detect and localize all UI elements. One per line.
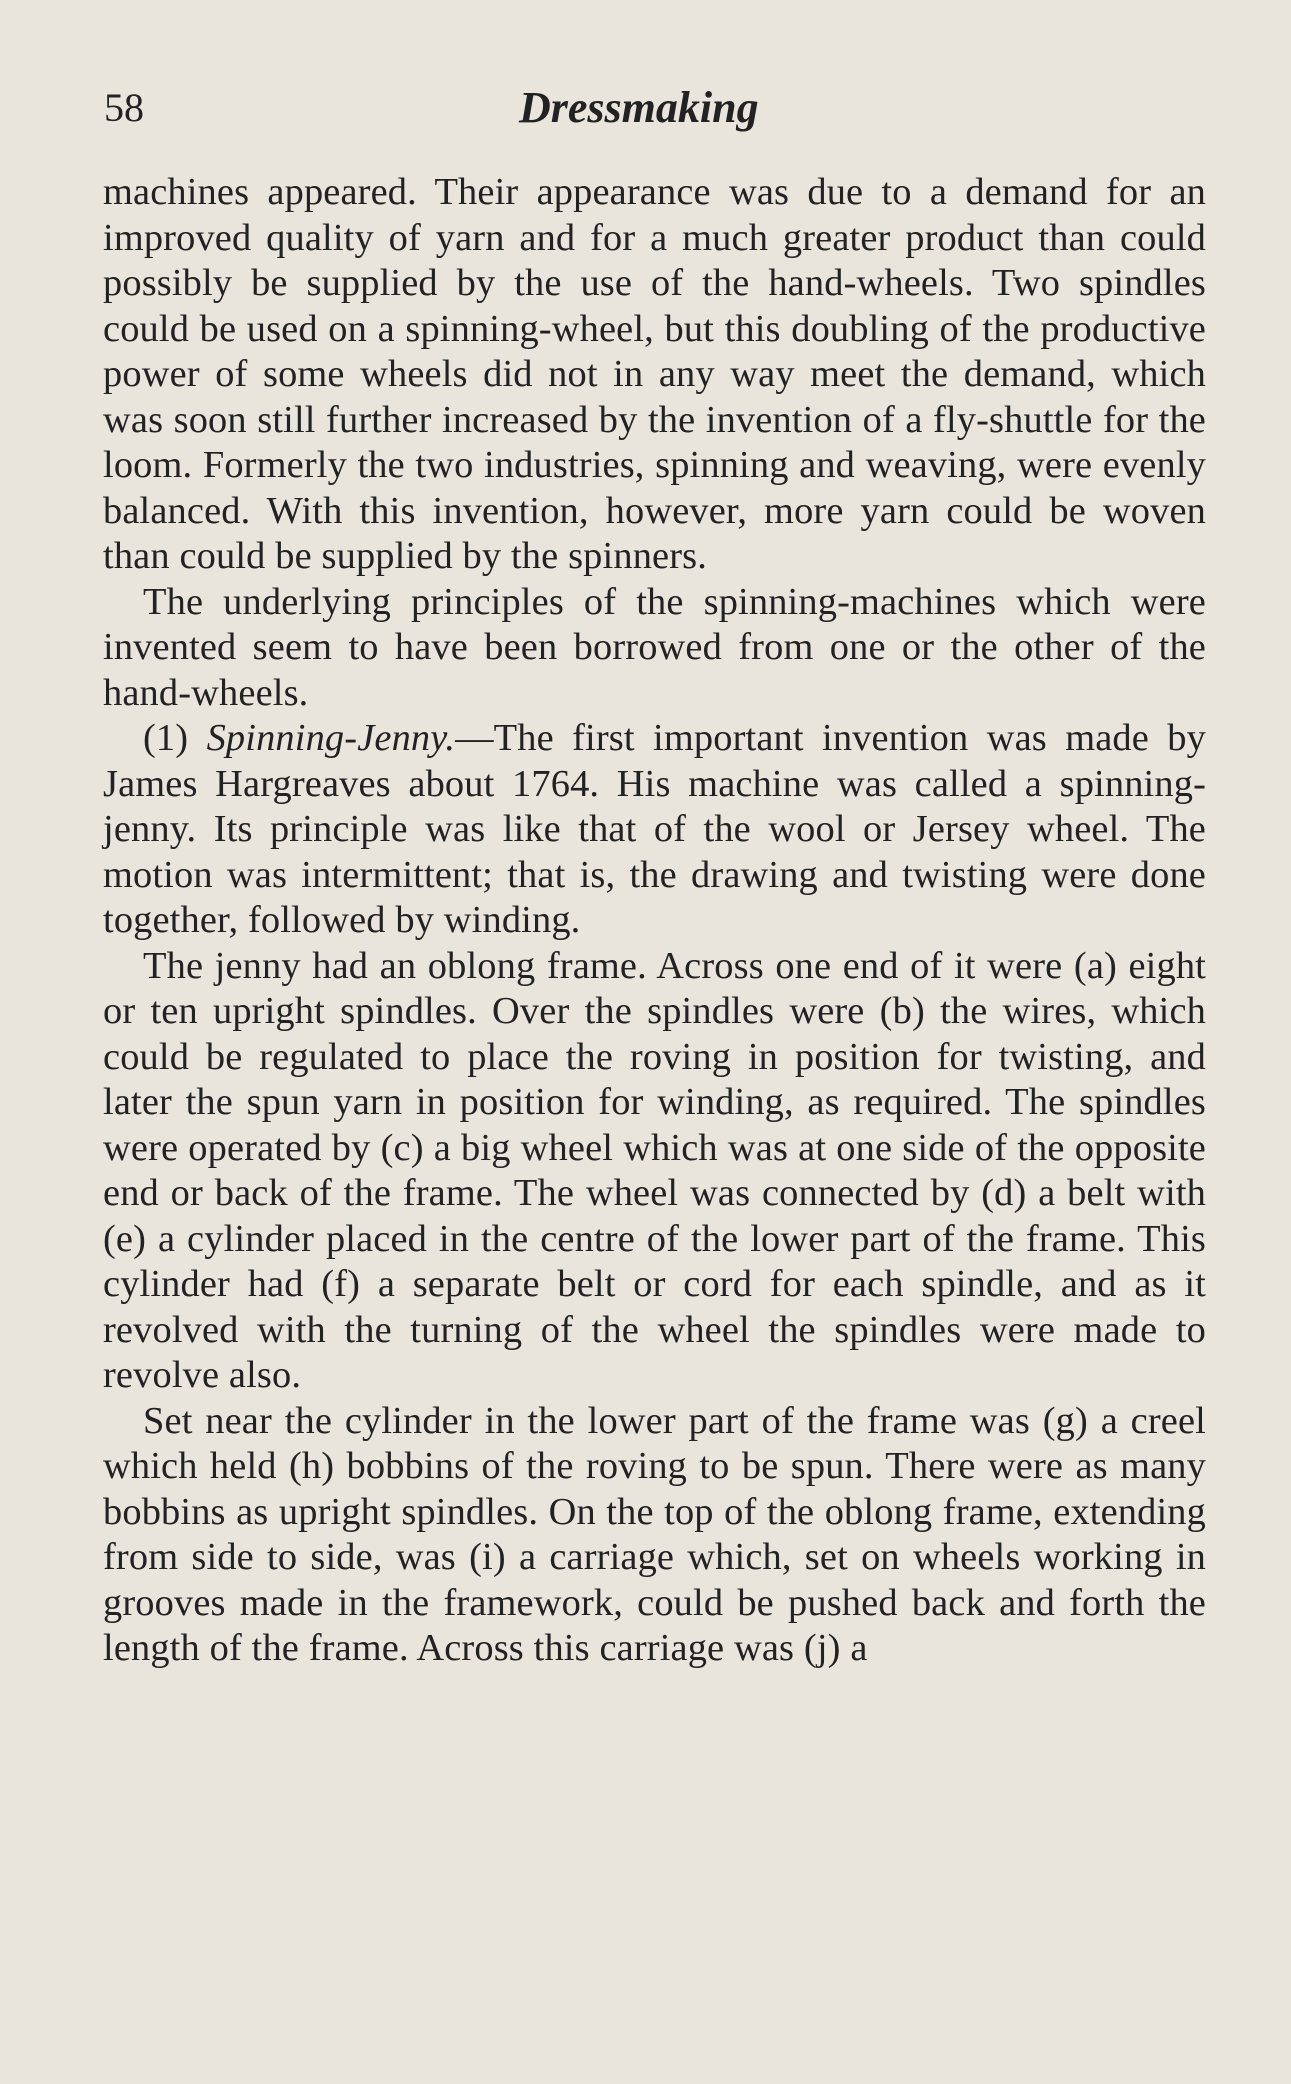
running-title: Dressmaking [519, 83, 759, 132]
body-text [103, 170, 1206, 1672]
paragraph-2-text: The underlying principles of the spinning-machines which were invented seem to have been borrowed from one or the other of the hand-wheels. [103, 580, 1206, 714]
paragraph-5 [103, 1399, 1206, 1672]
paragraph-3 [103, 716, 1206, 944]
paragraph-1-text: machines appeared. Their appearance was due to a demand for an improved quality of yarn and for a much greater product than could possibly be supplied by the use of the hand-wheels. Two spindles could be used on a spinning-wheel, but this doubling of the productive power of some wheels did not in any way meet the demand, which was soon still further increased by the invention of a fly-shuttle for the loom. Formerly the two industries, spinning and weaving, were evenly balanced. With this invention, however, more yarn could be woven than could be supplied by the spinners. [103, 171, 1206, 577]
section-number: (1) [143, 717, 207, 759]
running-head [104, 78, 1204, 138]
paragraph-3-text: —The first important invention was made by James Hargreaves about 1764. His machine was called a spinning-jenny. Its principle was like that of the wool or Jersey wheel. The motion was intermittent; that is, the drawing and twisting were done together, followed by winding. [103, 717, 1206, 941]
page-number: 58 [104, 85, 144, 130]
paragraph-2 [103, 580, 1206, 717]
paragraph-1 [103, 170, 1206, 580]
paragraph-4-text: The jenny had an oblong frame. Across one end of it were (a) eight or ten upright spindles. Over the spindles were (b) the wires, which could be regulated to place the roving in position for twisting, and later the spun yarn in position for winding, as required. The spindles were operated by (c) a big wheel which was at one side of the opposite end or back of the frame. The wheel was connected by (d) a belt with (e) a cylinder placed in the centre of the lower part of the frame. This cylinder had (f) a separate belt or cord for each spindle, and as it revolved with the turning of the wheel the spindles were made to revolve also. [103, 944, 1206, 1396]
paragraph-4 [103, 944, 1206, 1399]
paragraph-5-text: Set near the cylinder in the lower part of the frame was (g) a creel which held (h) bobbins of the roving to be spun. There were as many bobbins as upright spindles. On the top of the oblong frame, extending from side to side, was (i) a carriage which, set on wheels working in grooves made in the framework, could be pushed back and forth the length of the frame. Across this carriage was (j) a [103, 1399, 1206, 1669]
section-label-spinning-jenny: Spinning-Jenny. [206, 717, 456, 759]
